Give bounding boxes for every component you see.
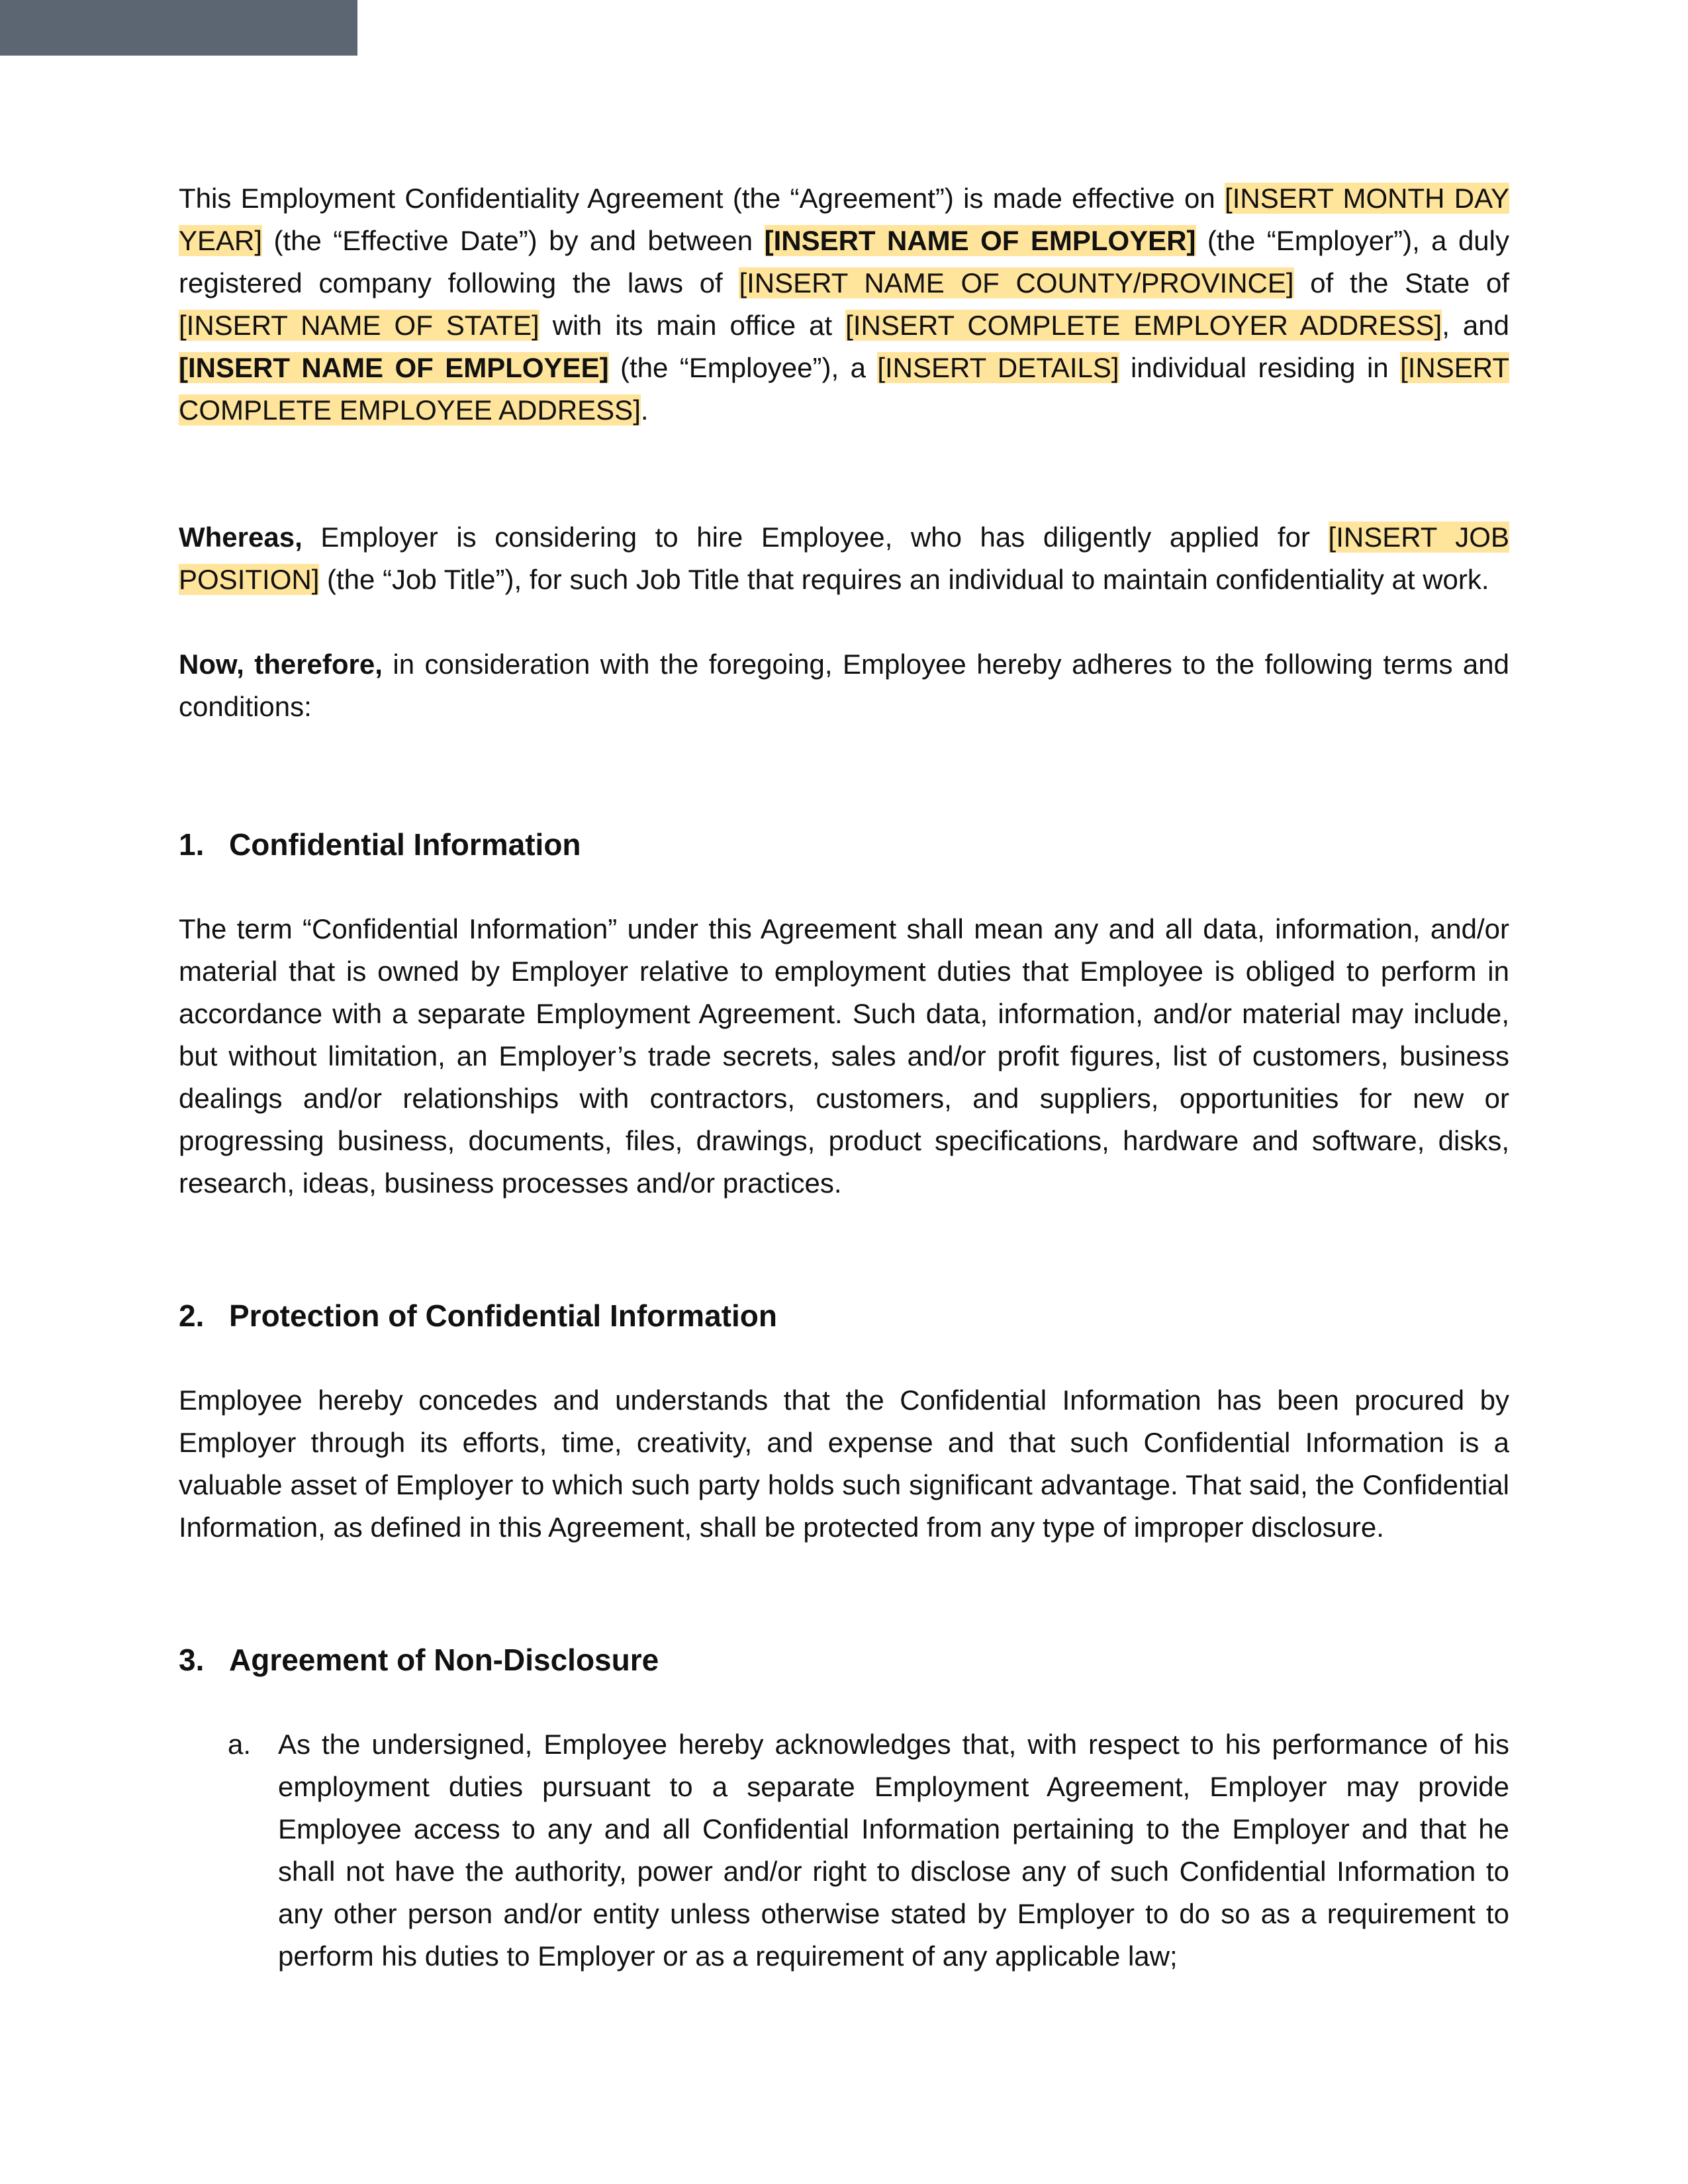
placeholder-employer-address[interactable]: [INSERT COMPLETE EMPLOYER ADDRESS] [845,310,1442,341]
list-item-text: As the undersigned, Employee hereby acknowledges that, with respect to his performance of his employment duties pursuant to a separate Employment Agreement, Employer may provide Employee access to any and all Confidential Information pertaining to the Employer and that he shall not have the authority, power and/or right to disclose any of such Confidential Information to any other person and/or entity unless otherwise stated by Employer to do so as a requirement to perform his duties to Employer or as a requirement of any applicable law; [278,1729,1509,1972]
intro-text-part: (the “Employer”), a duly registered company following the laws of [179,225,1509,298]
placeholder-effective-date[interactable]: [INSERT MONTH DAY YEAR] [179,183,1509,256]
now-therefore-paragraph [179,643,1509,728]
section-2-heading [179,1295,777,1337]
section-1-body [179,908,1509,1205]
intro-text-part: individual residing in [1119,352,1401,383]
placeholder-employee-name[interactable]: [INSERT NAME OF EMPLOYEE] [179,352,609,383]
intro-text [179,177,1509,432]
section-number: 2. [179,1298,205,1333]
section-title: Protection of Confidential Information [229,1298,777,1333]
section-3-item-a [228,1723,1509,1978]
section-2-text: Employee hereby concedes and understands that the Confidential Information has been procured by Employer through its efforts, time, creativity, and expense and that such Confidential Information is a valuable asset of Employer to which such party holds such significant advantage. That said, the Confidential Information, as defined in this Agreement, shall be protected from any type of improper disclosure. [179,1385,1509,1543]
placeholder-details[interactable]: [INSERT DETAILS] [877,352,1119,383]
intro-text-part: (the “Effective Date”) by and between [262,225,765,256]
whereas-text [179,516,1509,601]
whereas-lead: Whereas, [179,522,303,553]
intro-text-part: This Employment Confidentiality Agreement (the “Agreement”) is made effective on [179,183,1225,214]
intro-text-part: (the “Employee”), a [608,352,878,383]
intro-text-part: . [640,394,649,426]
section-1-heading [179,823,581,866]
whereas-text-part: (the “Job Title”), for such Job Title that requires an individual to maintain confidentiality at work. [319,564,1489,595]
placeholder-job-position[interactable]: [INSERT JOB POSITION] [179,522,1509,595]
placeholder-employer-name[interactable]: [INSERT NAME OF EMPLOYER] [764,225,1196,256]
placeholder-state[interactable]: [INSERT NAME OF STATE] [179,310,539,341]
section-title: Agreement of Non-Disclosure [229,1643,659,1677]
intro-text-part: with its main office at [539,310,846,341]
now-therefore-text [179,643,1509,728]
section-number: 3. [179,1643,205,1677]
placeholder-county[interactable]: [INSERT NAME OF COUNTY/PROVINCE] [739,267,1294,298]
now-therefore-lead: Now, therefore, [179,649,383,680]
section-2-body [179,1379,1509,1549]
intro-paragraph [179,177,1509,432]
placeholder-employee-address[interactable]: [INSERT COMPLETE EMPLOYEE ADDRESS] [179,352,1509,426]
intro-text-part: of the State of [1293,267,1510,298]
whereas-text-part: Employer is considering to hire Employee, who has diligently applied for [302,522,1329,553]
section-3-heading [179,1639,659,1681]
whereas-paragraph [179,516,1509,601]
intro-text-part: , and [1442,310,1509,341]
section-number: 1. [179,827,205,862]
section-1-text: The term “Confidential Information” under this Agreement shall mean any and all data, information, and/or material that is owned by Employer relative to employment duties that Employee is obliged to perform in accordance with a separate Employment Agreement. Such data, information, and/or material may include, but without limitation, an Employer’s trade secrets, sales and/or profit figures, list of customers, business dealings and/or relationships with contractors, customers, and suppliers, opportunities for new or progressing business, documents, files, drawings, product specifications, hardware and software, disks, research, ideas, business processes and/or practices. [179,913,1509,1199]
list-marker: a. [228,1729,252,1760]
section-title: Confidential Information [229,827,581,862]
now-therefore-body: in consideration with the foregoing, Employee hereby adheres to the following terms and conditions: [179,649,1509,722]
header-bar [0,0,357,56]
